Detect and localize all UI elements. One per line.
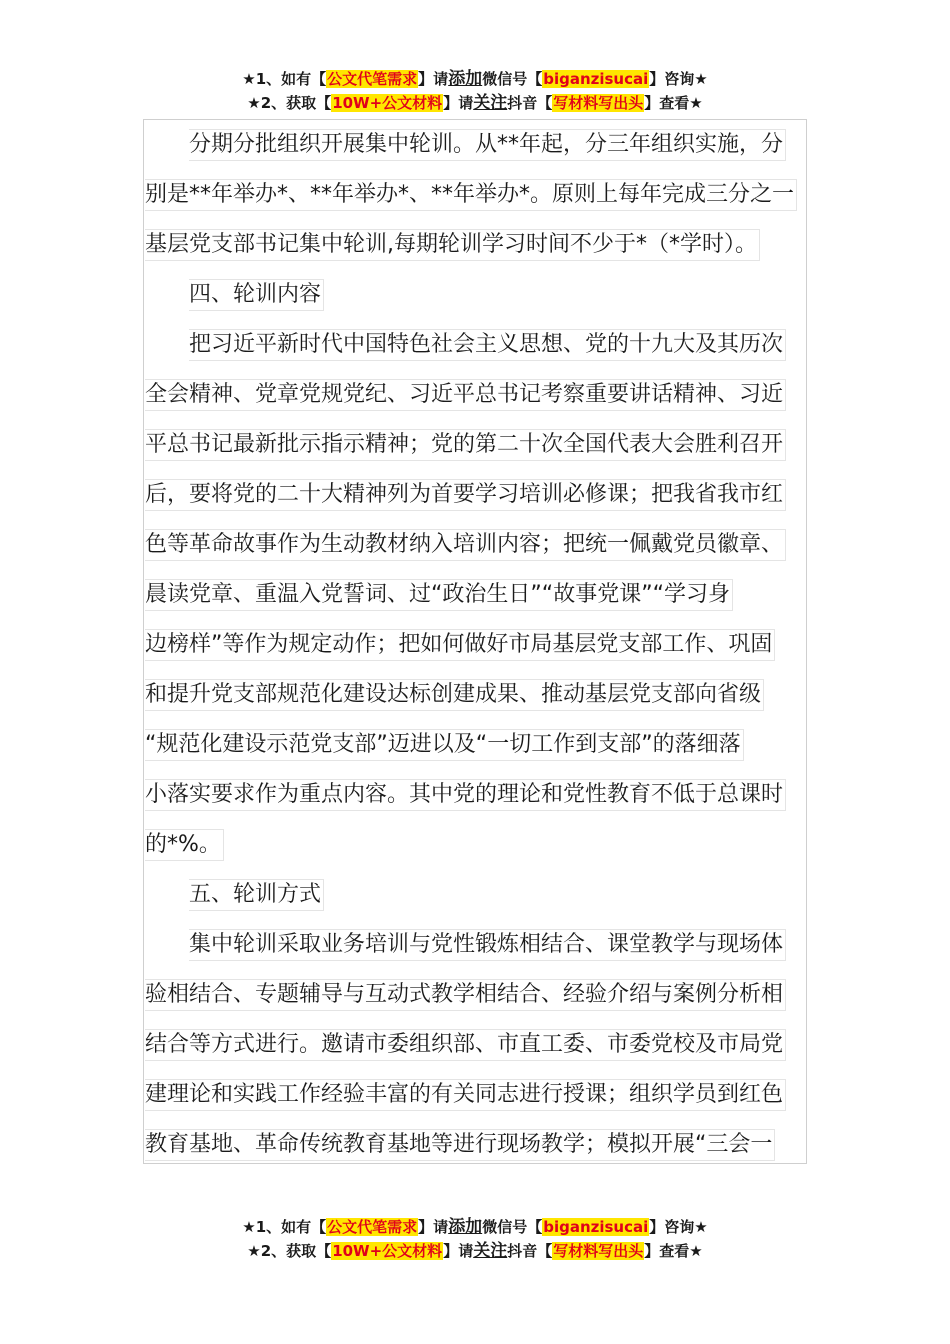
paragraph-line: 晨读党章、重温入党誓词、过“政治生日”“故事党课”“学习身 [145,570,805,620]
highlight-douyin-account: 写材料写出头 [553,1242,644,1260]
footer-banner [0,1215,950,1263]
banner-text: ★2、获取【 [247,1242,332,1260]
highlight-wechat-id: biganzisucai [543,70,649,88]
banner-text: 】查看★ [644,1242,703,1260]
banner-text: 抖音【 [507,1242,553,1260]
banner-text: 】请 [418,70,449,88]
paragraph-line: 教育基地、革命传统教育基地等进行现场教学；模拟开展“三会一 [145,1120,805,1170]
paragraph-line: 全会精神、党章党规党纪、习近平总书记考察重要讲话精神、习近 [145,370,805,420]
banner-text: 微信号【 [482,70,543,88]
banner-text: 抖音【 [507,94,553,112]
banner-text: 】请 [443,94,474,112]
banner-text: 】咨询★ [649,1218,708,1236]
paragraph-line: 基层党支部书记集中轮训,每期轮训学习时间不少于*（*学时）。 [145,220,805,270]
paragraph-line: 平总书记最新批示指示精神；党的第二十次全国代表大会胜利召开 [145,420,805,470]
highlight-service: 公文代笔需求 [327,70,418,88]
paragraph-line: 的*%。 [145,820,805,870]
paragraph-line: 色等革命故事作为生动教材纳入培训内容；把统一佩戴党员徽章、 [145,520,805,570]
paragraph-line: 结合等方式进行。邀请市委组织部、市直工委、市委党校及市局党 [145,1020,805,1070]
paragraph-line: 和提升党支部规范化建设达标创建成果、推动基层党支部向省级 [145,670,805,720]
paragraph-line: 小落实要求作为重点内容。其中党的理论和党性教育不低于总课时 [145,770,805,820]
section-heading: 四、轮训内容 [145,270,805,320]
paragraph-line: 后，要将党的二十大精神列为首要学习培训必修课；把我省我市红 [145,470,805,520]
banner-emphasis: 关注 [473,93,508,113]
banner-line-1 [0,67,950,91]
highlight-service: 公文代笔需求 [327,1218,418,1236]
banner-text: 微信号【 [482,1218,543,1236]
paragraph-line: 验相结合、专题辅导与互动式教学相结合、经验介绍与案例分析相 [145,970,805,1020]
banner-text: 】请 [418,1218,449,1236]
paragraph-line: “规范化建设示范党支部”迈进以及“一切工作到支部”的落细落 [145,720,805,770]
paragraph-line: 别是**年举办*、**年举办*、**年举办*。原则上每年完成三分之一 [145,170,805,220]
banner-emphasis: 添加 [448,1217,483,1237]
banner-line-2 [0,1239,950,1263]
highlight-materials: 10W+公文材料 [332,94,443,112]
highlight-wechat-id: biganzisucai [543,1218,649,1236]
paragraph-line: 把习近平新时代中国特色社会主义思想、党的十九大及其历次 [145,320,805,370]
banner-line-2 [0,91,950,115]
document-body [145,120,805,1170]
banner-text: ★2、获取【 [247,94,332,112]
banner-text: ★1、如有【 [242,1218,327,1236]
section-heading: 五、轮训方式 [145,870,805,920]
banner-text: ★1、如有【 [242,70,327,88]
paragraph-line: 集中轮训采取业务培训与党性锻炼相结合、课堂教学与现场体 [145,920,805,970]
banner-text: 】咨询★ [649,70,708,88]
highlight-douyin-account: 写材料写出头 [553,94,644,112]
paragraph-line: 分期分批组织开展集中轮训。从**年起，分三年组织实施，分 [145,120,805,170]
banner-emphasis: 关注 [473,1241,508,1261]
paragraph-line: 建理论和实践工作经验丰富的有关同志进行授课；组织学员到红色 [145,1070,805,1120]
banner-text: 】请 [443,1242,474,1260]
banner-text: 】查看★ [644,94,703,112]
paragraph-line: 边榜样”等作为规定动作；把如何做好市局基层党支部工作、巩固 [145,620,805,670]
banner-line-1 [0,1215,950,1239]
highlight-materials: 10W+公文材料 [332,1242,443,1260]
banner-emphasis: 添加 [448,69,483,89]
header-banner [0,67,950,115]
